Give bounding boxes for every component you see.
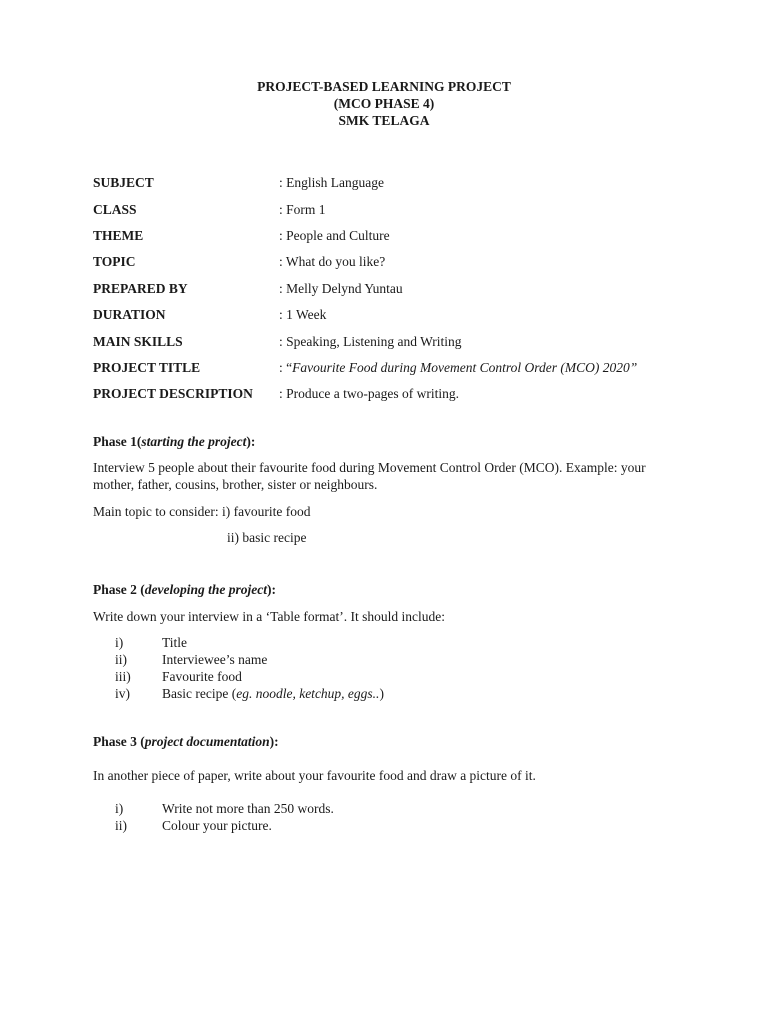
info-value: : 1 Week: [279, 307, 327, 323]
document-header: [0, 78, 768, 129]
project-title-text: Favourite Food during Movement Control Order (MCO) 2020”: [292, 359, 638, 375]
phase3-section: [93, 733, 693, 750]
info-value: : Form 1: [279, 201, 326, 217]
info-row-duration: [93, 302, 637, 328]
phase2-section: [93, 581, 693, 598]
phase1-section: [93, 433, 693, 450]
title-suffix: ):: [246, 434, 256, 449]
info-value-prefix: : “: [279, 359, 293, 375]
phase3-title: [93, 733, 693, 750]
info-label: CLASS: [93, 201, 137, 217]
list-item: [93, 634, 693, 651]
phase3-list: [93, 800, 693, 834]
info-value: : English Language: [279, 175, 384, 191]
phase1-paragraph: [93, 459, 683, 493]
info-value: : Melly Delynd Yuntau: [279, 280, 403, 296]
list-item: [93, 817, 693, 834]
info-label: SUBJECT: [93, 175, 154, 191]
list-text: Title: [162, 635, 188, 650]
header-school: SMK TELAGA: [338, 113, 430, 128]
info-label: PREPARED BY: [93, 280, 188, 296]
phase2-intro-text: Write down your interview in a ‘Table format’. It should include:: [93, 609, 446, 624]
info-label: PROJECT DESCRIPTION: [93, 386, 253, 402]
info-label: MAIN SKILLS: [93, 333, 183, 349]
title-prefix: Phase 1(: [93, 434, 142, 449]
list-text: Interviewee’s name: [162, 652, 268, 667]
phase1-topic-line: Main topic to consider: i) favourite food: [93, 504, 311, 519]
title-suffix: ):: [269, 734, 279, 749]
info-label: PROJECT TITLE: [93, 359, 201, 375]
phase2-list: [93, 634, 693, 702]
phase1-title: [93, 433, 693, 450]
info-value: [279, 360, 637, 376]
list-text: [162, 685, 384, 702]
info-label: THEME: [93, 227, 144, 243]
title-italic: starting the project: [141, 434, 247, 449]
info-row-project-title: [93, 355, 637, 381]
list-text: Colour your picture.: [162, 818, 272, 833]
list-number: iii): [115, 669, 131, 684]
info-row-prepared-by: [93, 276, 637, 302]
phase3-intro-text: In another piece of paper, write about your favourite food and draw a picture of it.: [93, 768, 536, 783]
info-value: : Produce a two-pages of writing.: [279, 386, 459, 402]
info-row-main-skills: [93, 328, 637, 354]
phase1-topic: [93, 503, 693, 520]
phase3-items: [93, 800, 693, 834]
phase2-items: [93, 634, 693, 702]
text-italic: eg. noodle, ketchup, eggs..: [236, 686, 380, 701]
text-suffix: ): [379, 686, 384, 701]
info-row-project-description: [93, 381, 637, 407]
list-item: [93, 668, 693, 685]
phase1-topic-2: [227, 529, 768, 546]
title-italic: developing the project: [144, 582, 267, 597]
info-label: TOPIC: [93, 254, 136, 270]
phase3-intro: [93, 767, 693, 784]
list-number: i): [115, 635, 124, 650]
list-text: Write not more than 250 words.: [162, 801, 334, 816]
phase2-intro: [93, 608, 693, 625]
info-row-class: [93, 196, 637, 222]
info-row-theme: [93, 223, 637, 249]
list-number: ii): [115, 652, 127, 667]
phase1-interview-text: Interview 5 people about their favourite food during Movement Control Order (MCO). Example: your mother, father, cousins, brother, sister or neighbours.: [93, 460, 646, 492]
phase1-topic-line-2: ii) basic recipe: [227, 530, 307, 545]
list-item: [93, 800, 693, 817]
info-row-topic: [93, 249, 637, 275]
list-item: [93, 685, 693, 702]
info-value: : Speaking, Listening and Writing: [279, 333, 462, 349]
info-label: DURATION: [93, 307, 166, 323]
list-item: [93, 651, 693, 668]
list-text: Favourite food: [162, 669, 242, 684]
phase2-title: [93, 581, 693, 598]
header-phase: (MCO PHASE 4): [333, 96, 435, 111]
title-prefix: Phase 3 (: [93, 734, 145, 749]
header-title: PROJECT-BASED LEARNING PROJECT: [257, 79, 511, 94]
title-prefix: Phase 2 (: [93, 582, 145, 597]
text-prefix: Basic recipe (: [162, 686, 237, 701]
title-italic: project documentation: [144, 734, 270, 749]
info-row-subject: [93, 170, 637, 196]
list-number: iv): [115, 686, 130, 701]
info-value: : People and Culture: [279, 227, 390, 243]
title-suffix: ):: [266, 582, 276, 597]
project-info-table: [93, 170, 637, 408]
list-number: i): [115, 801, 124, 816]
info-value: : What do you like?: [279, 254, 386, 270]
list-number: ii): [115, 818, 127, 833]
